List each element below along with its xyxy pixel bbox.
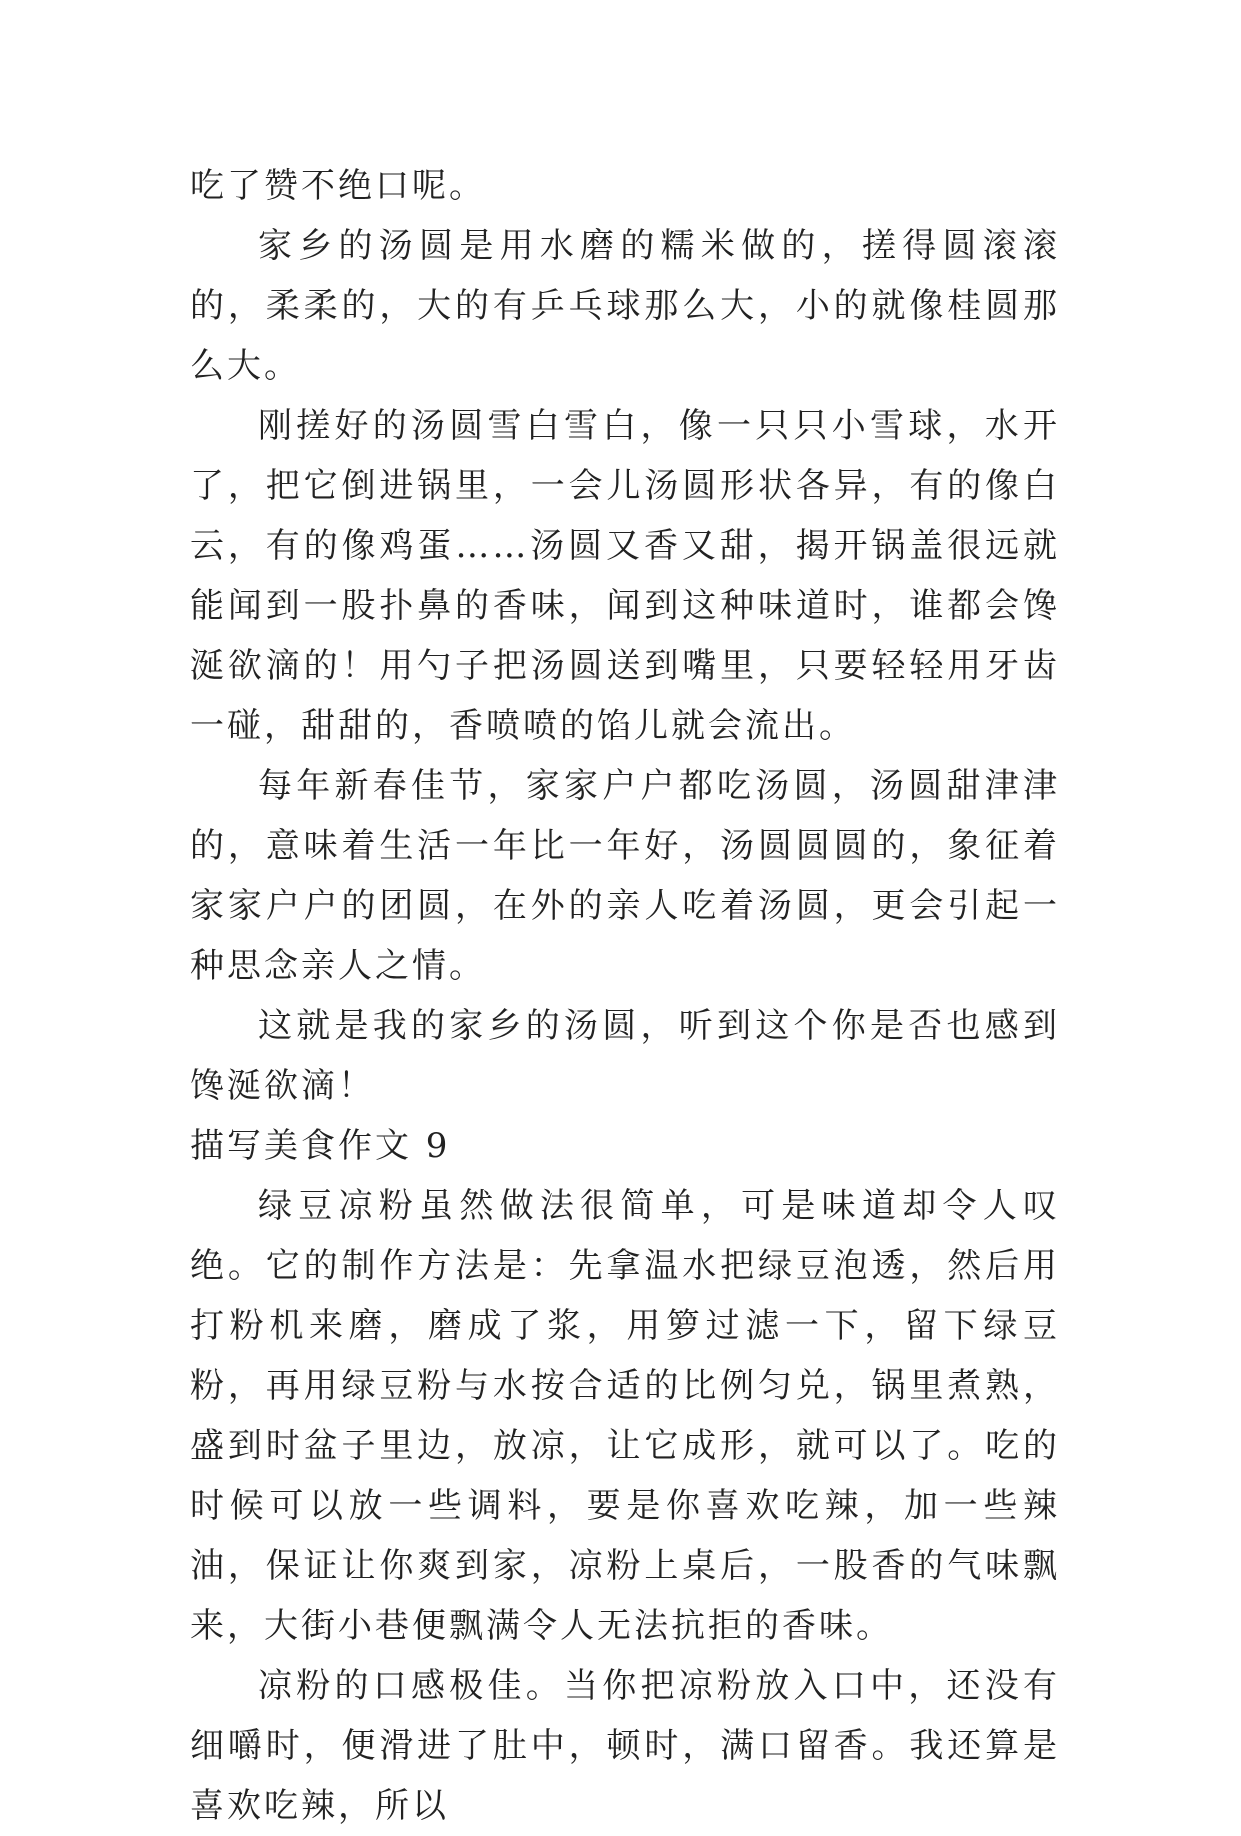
paragraph-tangyuan-closing: 这就是我的家乡的汤圆，听到这个你是否也感到馋涎欲滴！	[190, 1006, 1060, 1106]
paragraph-liangfen-method: 绿豆凉粉虽然做法很简单，可是味道却令人叹绝。它的制作方法是：先拿温水把绿豆泡透，然后用打粉机来磨，磨成了浆，用箩过滤一下，留下绿豆粉，再用绿豆粉与水按合适的比例匀兑，锅里煮熟，盛到时盆子里边，放凉，让它成形，就可以了。吃的时候可以放一些调料，要是你喜欢吃辣，加一些辣油，保证让你爽到家，凉粉上桌后，一股香的气味飘来，大街小巷便飘满令人无法抗拒的香味。	[190, 1186, 1060, 1646]
paragraph-tangyuan-festival: 每年新春佳节，家家户户都吃汤圆，汤圆甜津津的，意味着生活一年比一年好，汤圆圆圆的，象征着家家户户的团圆，在外的亲人吃着汤圆，更会引起一种思念亲人之情。	[190, 766, 1060, 986]
document-body	[190, 156, 1060, 1836]
paragraph-continuation: 吃了赞不绝口呢。	[190, 166, 486, 206]
paragraph-liangfen-taste: 凉粉的口感极佳。当你把凉粉放入口中，还没有细嚼时，便滑进了肚中，顿时，满口留香。我还算是喜欢吃辣，所以	[190, 1666, 1060, 1826]
paragraph-tangyuan-intro: 家乡的汤圆是用水磨的糯米做的，搓得圆滚滚的，柔柔的，大的有乒乓球那么大，小的就像桂圆那么大。	[190, 226, 1060, 386]
paragraph-tangyuan-cooking: 刚搓好的汤圆雪白雪白，像一只只小雪球，水开了，把它倒进锅里，一会儿汤圆形状各异，有的像白云，有的像鸡蛋……汤圆又香又甜，揭开锅盖很远就能闻到一股扑鼻的香味，闻到这种味道时，谁都会馋涎欲滴的！用勺子把汤圆送到嘴里，只要轻轻用牙齿一碰，甜甜的，香喷喷的馅儿就会流出。	[190, 406, 1060, 746]
section-heading: 描写美食作文 9	[190, 1126, 451, 1166]
